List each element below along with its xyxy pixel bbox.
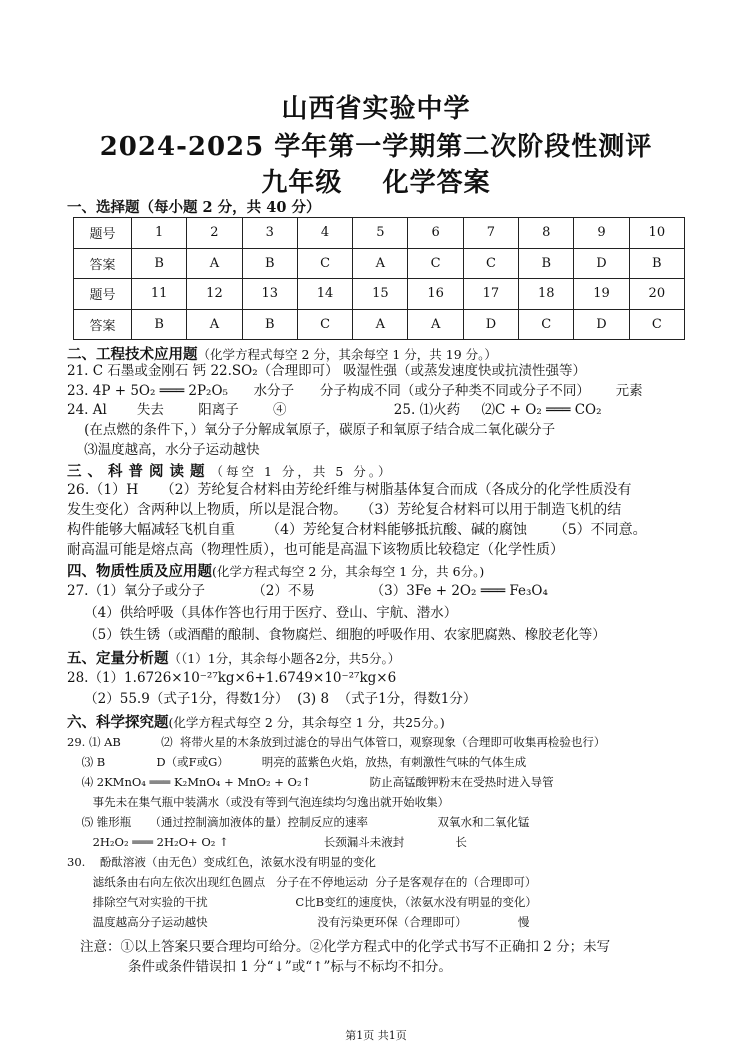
section3-title: 三、科普阅读题 bbox=[67, 463, 211, 480]
school-title: 山西省实验中学 bbox=[281, 94, 471, 124]
section4-title: 四、物质性质及应用题 bbox=[67, 563, 212, 580]
answer-cell: 9 bbox=[574, 218, 629, 249]
s6-line-7: 滤纸条由右向左依次出现红色圆点 分子在不停地运动 分子是客观存在的（合理即可） bbox=[67, 875, 537, 889]
s6-line-4: ⑸ 锥形瓶 （通过控制滴加液体的量）控制反应的速率 双氧水和二氧化锰 bbox=[67, 815, 530, 829]
answer-cell: 11 bbox=[132, 279, 187, 310]
row-label: 答案 bbox=[74, 309, 132, 340]
answer-cell: B bbox=[629, 248, 684, 279]
s3-line-0: 26.（1）H （2）芳纶复合材料由芳纶纤维与树脂基体复合而成（各成分的化学性质没有 bbox=[67, 482, 632, 498]
s4-line-0: 27.（1）氧分子或分子 （2）不易 （3）3Fe + 2O₂ ═══ Fe₃O₄ bbox=[67, 583, 548, 599]
answer-cell: B bbox=[519, 248, 574, 279]
section3-note: （每空 1 分，共 5 分。） bbox=[210, 464, 394, 479]
s3-line-1: 发生变化）含两种以上物质，所以是混合物。 （3）芳纶复合材料可以用于制造飞机的结 bbox=[67, 502, 622, 518]
answer-cell: 7 bbox=[463, 218, 518, 249]
answer-cell: C bbox=[629, 309, 684, 340]
s3-line-2: 构件能够大幅减轻飞机自重 （4）芳纶复合材料能够抵抗酸、碱的腐蚀 （5）不同意。 bbox=[67, 522, 647, 538]
s5-line-1: （2）55.9（式子1分，得数1分） (3) 8 （式子1分，得数1分） bbox=[67, 691, 477, 707]
answer-cell: 6 bbox=[408, 218, 463, 249]
answer-cell: 16 bbox=[408, 279, 463, 310]
answer-cell: A bbox=[187, 248, 242, 279]
page-footer: 第1页 共1页 bbox=[345, 1029, 407, 1042]
answer-cell: 17 bbox=[463, 279, 518, 310]
row-label: 题号 bbox=[74, 279, 132, 310]
notes-line-1: 注意：①以上答案只要合理均可给分。②化学方程式中的化学式书写不正确扣 2 分；未写 bbox=[80, 939, 611, 955]
notes-line-2: 条件或条件错误扣 1 分“↓”或“↑”标与不标均不扣分。 bbox=[128, 959, 452, 975]
answer-cell: 15 bbox=[353, 279, 408, 310]
section1-title: 一、选择题（每小题 2 分，共 40 分） bbox=[67, 199, 321, 216]
answer-cell: 20 bbox=[629, 279, 684, 310]
s2-line-2: 24. Al 失去 阳离子 ④ 25. ⑴火药 ⑵C + O₂ ═══ CO₂ bbox=[67, 402, 602, 418]
answer-cell: C bbox=[463, 248, 518, 279]
answer-cell: 8 bbox=[519, 218, 574, 249]
answer-table-row bbox=[74, 309, 685, 340]
subject-title: 九年级 化学答案 bbox=[261, 168, 491, 198]
s6-line-8: 排除空气对实验的干扰 C比B变红的速度快，（浓氨水没有明显的变化） bbox=[67, 895, 537, 909]
answer-cell: A bbox=[353, 309, 408, 340]
s2-line-1: 23. 4P + 5O₂ ═══ 2P₂O₅ 水分子 分子构成不同（或分子种类不同或分子不同） 元素 bbox=[67, 383, 643, 399]
section6-note: (化学方程式每空 2 分，其余每空 1 分，共25分。) bbox=[168, 715, 445, 730]
answer-cell: C bbox=[297, 309, 352, 340]
s2-line-0: 21. C 石墨或金刚石 钙 22.SO₂（合理即可） 吸湿性强（或蒸发速度快或抗渍性强等） bbox=[67, 363, 586, 379]
answer-table-row bbox=[74, 279, 685, 310]
s6-line-1: ⑶ B D（或F或G） 明亮的蓝紫色火焰，放热，有刺激性气味的气体生成 bbox=[67, 755, 527, 769]
s6-line-0: 29. ⑴ AB ⑵ 将带火星的木条放到过滤仓的导出气体管口，观察现象（合理即可收集再检验也行） bbox=[67, 735, 606, 749]
answer-cell: 2 bbox=[187, 218, 242, 249]
answer-cell: D bbox=[463, 309, 518, 340]
answer-cell: 12 bbox=[187, 279, 242, 310]
section2-note: （化学方程式每空 2 分，其余每空 1 分，共 19 分。） bbox=[197, 347, 497, 362]
section3-heading bbox=[67, 460, 394, 481]
exam-title: 2024-2025 学年第一学期第二次阶段性测评 bbox=[99, 132, 653, 162]
answer-cell: A bbox=[353, 248, 408, 279]
answer-cell: D bbox=[574, 309, 629, 340]
s4-line-1: （4）供给呼吸（具体作答也行用于医疗、登山、宇航、潜水） bbox=[67, 605, 458, 621]
s5-line-0: 28.（1）1.6726×10⁻²⁷kg×6+1.6749×10⁻²⁷kg×6 bbox=[67, 670, 397, 686]
answer-cell: 13 bbox=[242, 279, 297, 310]
section4-heading bbox=[67, 560, 484, 581]
row-label: 答案 bbox=[74, 248, 132, 279]
section5-title: 五、定量分析题 bbox=[67, 650, 169, 667]
answer-cell: D bbox=[574, 248, 629, 279]
answer-cell: A bbox=[187, 309, 242, 340]
s3-line-3: 耐高温可能是熔点高（物理性质），也可能是高温下该物质比较稳定（化学性质） bbox=[67, 542, 564, 558]
answer-cell: 4 bbox=[297, 218, 352, 249]
s2-line-3: (在点燃的条件下，）氧分子分解成氧原子，碳原子和氧原子结合成二氧化碳分子 bbox=[67, 422, 556, 438]
answer-cell: 5 bbox=[353, 218, 408, 249]
section5-note: （（1）1分，其余每小题各2分，共5分。） bbox=[168, 651, 401, 666]
answer-cell: C bbox=[408, 248, 463, 279]
answer-cell: B bbox=[242, 248, 297, 279]
answer-cell: 19 bbox=[574, 279, 629, 310]
s4-line-2: （5）铁生锈（或酒醋的酿制、食物腐烂、细胞的呼吸作用、农家肥腐熟、橡胶老化等） bbox=[67, 627, 606, 643]
s6-line-9: 温度越高分子运动越快 没有污染更环保（合理即可） 慢 bbox=[67, 915, 530, 929]
answer-cell: A bbox=[408, 309, 463, 340]
answer-cell: 3 bbox=[242, 218, 297, 249]
answer-cell: 14 bbox=[297, 279, 352, 310]
section2-heading bbox=[67, 343, 497, 364]
answer-table-row bbox=[74, 248, 685, 279]
answer-cell: 1 bbox=[132, 218, 187, 249]
s6-line-6: 30. 酚酞溶液（由无色）变成红色，浓氨水没有明显的变化 bbox=[67, 855, 376, 869]
section6-title: 六、科学探究题 bbox=[67, 714, 169, 731]
row-label: 题号 bbox=[74, 218, 132, 249]
answer-table bbox=[73, 217, 685, 340]
answer-cell: 10 bbox=[629, 218, 684, 249]
s6-line-5: 2H₂O₂ ═══ 2H₂O+ O₂ ↑ 长颈漏斗未液封 长 bbox=[67, 835, 467, 849]
s2-line-4: ⑶温度越高，水分子运动越快 bbox=[67, 442, 260, 458]
answer-cell: 18 bbox=[519, 279, 574, 310]
section5-heading bbox=[67, 647, 400, 668]
answer-cell: B bbox=[242, 309, 297, 340]
section2-title: 二、工程技术应用题 bbox=[67, 346, 198, 363]
answer-cell: C bbox=[297, 248, 352, 279]
s6-line-2: ⑷ 2KMnO₄ ═══ K₂MnO₄ + MnO₂ + O₂↑ 防止高锰酸钾粉末在受热时进入导管 bbox=[67, 775, 554, 789]
answer-cell: B bbox=[132, 309, 187, 340]
s6-line-3: 事先未在集气瓶中装满水（或没有等到气泡连续均匀逸出就开始收集） bbox=[67, 795, 450, 809]
section6-heading bbox=[67, 711, 445, 732]
answer-cell: B bbox=[132, 248, 187, 279]
answer-cell: C bbox=[519, 309, 574, 340]
answer-table-row bbox=[74, 218, 685, 249]
section4-note: (化学方程式每空 2 分，其余每空 1 分，共 6分。) bbox=[212, 564, 485, 579]
